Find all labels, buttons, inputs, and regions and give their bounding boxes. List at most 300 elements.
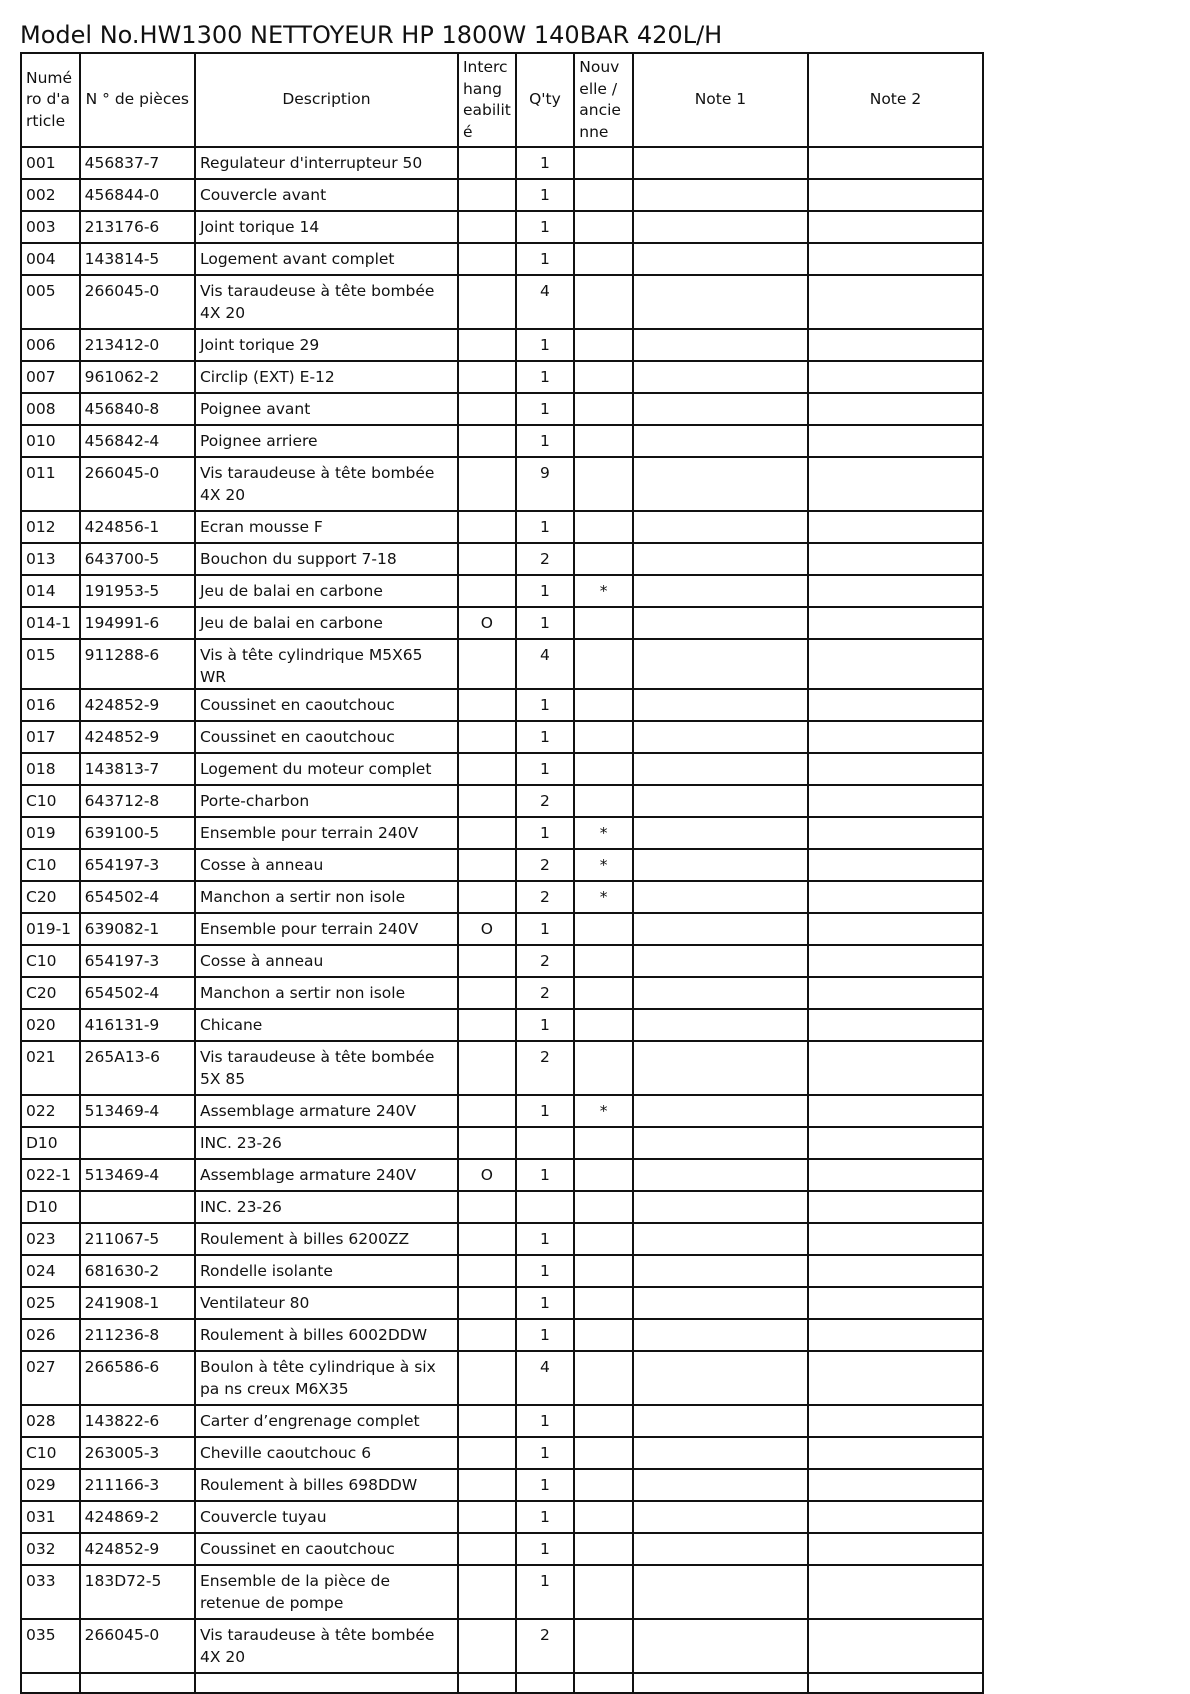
cell-part-no: 456844-0 <box>80 179 195 211</box>
cell-description: Coussinet en caoutchouc <box>195 1533 458 1565</box>
cell-qty: 2 <box>516 945 575 977</box>
cell-new-old <box>574 329 633 361</box>
cell-note-2 <box>808 1565 983 1619</box>
cell-new-old <box>574 1437 633 1469</box>
cell-description: Ensemble de la pièce de retenue de pompe <box>195 1565 458 1619</box>
table-row <box>21 1255 983 1287</box>
table-row <box>21 457 983 511</box>
cell-note-2 <box>808 1159 983 1191</box>
cell-new-old <box>574 1319 633 1351</box>
cell-item-no: 024 <box>21 1255 80 1287</box>
cell-item-no: 005 <box>21 275 80 329</box>
cell-item-no: 008 <box>21 393 80 425</box>
cell-qty: 1 <box>516 1095 575 1127</box>
cell-part-no: 263005-3 <box>80 1437 195 1469</box>
table-row <box>21 817 983 849</box>
cell-item-no: 022 <box>21 1095 80 1127</box>
cell-qty: 1 <box>516 1405 575 1437</box>
cell-part-no: 266586-6 <box>80 1351 195 1405</box>
table-row <box>21 1009 983 1041</box>
cell-new-old <box>574 511 633 543</box>
cell-note-1 <box>633 275 808 329</box>
cell-note-1 <box>633 211 808 243</box>
cell-qty: 2 <box>516 1041 575 1095</box>
cell-item-no: 007 <box>21 361 80 393</box>
cell-new-old <box>574 1533 633 1565</box>
table-row <box>21 179 983 211</box>
cell-qty: 1 <box>516 1533 575 1565</box>
cell-interchangeability <box>458 511 516 543</box>
cell-interchangeability <box>458 361 516 393</box>
cell-interchangeability <box>458 543 516 575</box>
cell-note-2 <box>808 393 983 425</box>
table-row <box>21 689 983 721</box>
cell-qty: 1 <box>516 425 575 457</box>
table-row <box>21 1127 983 1159</box>
cell-new-old <box>574 721 633 753</box>
cell-interchangeability <box>458 425 516 457</box>
cell-note-2 <box>808 1127 983 1159</box>
cell-qty: 4 <box>516 639 575 689</box>
cell-item-no: 032 <box>21 1533 80 1565</box>
cell-note-1 <box>633 1469 808 1501</box>
cell-interchangeability <box>458 1469 516 1501</box>
cell-note-1 <box>633 817 808 849</box>
table-row <box>21 275 983 329</box>
cell-item-no: 019-1 <box>21 913 80 945</box>
cell-part-no: 424852-9 <box>80 689 195 721</box>
table-row <box>21 1501 983 1533</box>
cell-note-2 <box>808 1437 983 1469</box>
cell-note-2 <box>808 1405 983 1437</box>
cell-note-2 <box>808 329 983 361</box>
cell-description: Manchon a sertir non isole <box>195 977 458 1009</box>
cell-empty <box>80 1673 195 1693</box>
cell-part-no: 213412-0 <box>80 329 195 361</box>
cell-empty <box>195 1673 458 1693</box>
cell-new-old <box>574 1565 633 1619</box>
cell-interchangeability: O <box>458 1159 516 1191</box>
cell-part-no: 424852-9 <box>80 721 195 753</box>
cell-note-1 <box>633 179 808 211</box>
cell-note-2 <box>808 211 983 243</box>
table-row <box>21 1533 983 1565</box>
cell-note-2 <box>808 1319 983 1351</box>
cell-note-2 <box>808 1501 983 1533</box>
cell-part-no: 266045-0 <box>80 457 195 511</box>
cell-item-no: 020 <box>21 1009 80 1041</box>
cell-interchangeability <box>458 1319 516 1351</box>
cell-description: Ensemble pour terrain 240V <box>195 817 458 849</box>
cell-qty: 9 <box>516 457 575 511</box>
table-row <box>21 329 983 361</box>
cell-note-2 <box>808 361 983 393</box>
cell-interchangeability <box>458 179 516 211</box>
cell-new-old <box>574 361 633 393</box>
cell-note-2 <box>808 977 983 1009</box>
table-row <box>21 977 983 1009</box>
table-row <box>21 1191 983 1223</box>
cell-qty: 2 <box>516 977 575 1009</box>
cell-item-no: 021 <box>21 1041 80 1095</box>
cell-qty: 1 <box>516 329 575 361</box>
cell-note-2 <box>808 753 983 785</box>
cell-description: Poignee avant <box>195 393 458 425</box>
cell-note-1 <box>633 361 808 393</box>
cell-item-no: C20 <box>21 977 80 1009</box>
cell-note-1 <box>633 1565 808 1619</box>
cell-interchangeability <box>458 1095 516 1127</box>
cell-new-old <box>574 1287 633 1319</box>
cell-description: Roulement à billes 698DDW <box>195 1469 458 1501</box>
table-row <box>21 945 983 977</box>
cell-interchangeability: O <box>458 913 516 945</box>
cell-item-no: C20 <box>21 881 80 913</box>
cell-qty: 1 <box>516 147 575 179</box>
cell-item-no: 015 <box>21 639 80 689</box>
cell-note-1 <box>633 575 808 607</box>
cell-description: Ecran mousse F <box>195 511 458 543</box>
cell-note-1 <box>633 1095 808 1127</box>
cell-interchangeability <box>458 393 516 425</box>
cell-qty: 2 <box>516 849 575 881</box>
cell-interchangeability <box>458 945 516 977</box>
document-title: Model No.HW1300 NETTOYEUR HP 1800W 140BAR 420L/H <box>20 21 723 49</box>
cell-note-1 <box>633 1501 808 1533</box>
cell-note-1 <box>633 913 808 945</box>
cell-qty: 1 <box>516 1565 575 1619</box>
cell-new-old <box>574 211 633 243</box>
cell-note-1 <box>633 977 808 1009</box>
cell-description: Poignee arriere <box>195 425 458 457</box>
cell-description: Joint torique 14 <box>195 211 458 243</box>
cell-interchangeability <box>458 1405 516 1437</box>
cell-qty: 1 <box>516 817 575 849</box>
cell-note-1 <box>633 881 808 913</box>
cell-item-no: 035 <box>21 1619 80 1673</box>
header-part-no: N ° de pièces <box>80 53 195 147</box>
table-row <box>21 211 983 243</box>
cell-note-1 <box>633 1351 808 1405</box>
header-item-no: Numé ro d'a rticle <box>21 53 80 147</box>
cell-item-no: C10 <box>21 785 80 817</box>
cell-note-2 <box>808 1041 983 1095</box>
cell-note-1 <box>633 753 808 785</box>
cell-qty: 1 <box>516 1319 575 1351</box>
cell-new-old <box>574 1469 633 1501</box>
table-row <box>21 1287 983 1319</box>
cell-description: Porte-charbon <box>195 785 458 817</box>
cell-part-no <box>80 1191 195 1223</box>
cell-interchangeability <box>458 575 516 607</box>
cell-note-2 <box>808 1287 983 1319</box>
cell-new-old <box>574 543 633 575</box>
cell-description: Cosse à anneau <box>195 849 458 881</box>
cell-interchangeability <box>458 1619 516 1673</box>
cell-part-no: 265A13-6 <box>80 1041 195 1095</box>
cell-qty: 1 <box>516 511 575 543</box>
cell-description: Coussinet en caoutchouc <box>195 721 458 753</box>
cell-qty: 1 <box>516 1255 575 1287</box>
cell-item-no: 023 <box>21 1223 80 1255</box>
cell-description: Cheville caoutchouc 6 <box>195 1437 458 1469</box>
cell-note-2 <box>808 1255 983 1287</box>
cell-item-no: C10 <box>21 1437 80 1469</box>
cell-interchangeability <box>458 1437 516 1469</box>
cell-note-1 <box>633 1223 808 1255</box>
cell-item-no: 012 <box>21 511 80 543</box>
cell-note-1 <box>633 543 808 575</box>
table-row <box>21 607 983 639</box>
cell-note-1 <box>633 147 808 179</box>
cell-new-old: * <box>574 575 633 607</box>
cell-note-1 <box>633 511 808 543</box>
cell-interchangeability: O <box>458 607 516 639</box>
cell-new-old <box>574 785 633 817</box>
cell-description: Bouchon du support 7-18 <box>195 543 458 575</box>
cell-interchangeability <box>458 721 516 753</box>
cell-empty <box>633 1673 808 1693</box>
cell-qty: 1 <box>516 1437 575 1469</box>
cell-part-no: 213176-6 <box>80 211 195 243</box>
cell-new-old <box>574 1191 633 1223</box>
cell-qty: 1 <box>516 1469 575 1501</box>
cell-note-1 <box>633 1437 808 1469</box>
cell-note-2 <box>808 881 983 913</box>
cell-part-no: 143814-5 <box>80 243 195 275</box>
cell-description: Jeu de balai en carbone <box>195 607 458 639</box>
cell-new-old <box>574 1255 633 1287</box>
header-description: Description <box>195 53 458 147</box>
cell-description: Coussinet en caoutchouc <box>195 689 458 721</box>
table-row <box>21 575 983 607</box>
cell-note-1 <box>633 1255 808 1287</box>
cell-interchangeability <box>458 689 516 721</box>
cell-description: Vis taraudeuse à tête bombée 4X 20 <box>195 457 458 511</box>
cell-interchangeability <box>458 243 516 275</box>
header-interchangeability: Interc hang eabilit é <box>458 53 516 147</box>
cell-note-2 <box>808 1533 983 1565</box>
cell-interchangeability <box>458 211 516 243</box>
cell-empty <box>574 1673 633 1693</box>
table-row <box>21 1223 983 1255</box>
cell-note-1 <box>633 1319 808 1351</box>
cell-item-no: C10 <box>21 849 80 881</box>
cell-interchangeability <box>458 849 516 881</box>
cell-new-old <box>574 243 633 275</box>
cell-note-1 <box>633 721 808 753</box>
cell-part-no: 456842-4 <box>80 425 195 457</box>
cell-description: INC. 23-26 <box>195 1191 458 1223</box>
cell-item-no: 022-1 <box>21 1159 80 1191</box>
cell-note-1 <box>633 785 808 817</box>
cell-part-no: 639100-5 <box>80 817 195 849</box>
cell-item-no: 004 <box>21 243 80 275</box>
cell-new-old <box>574 179 633 211</box>
cell-note-1 <box>633 849 808 881</box>
cell-description: Assemblage armature 240V <box>195 1159 458 1191</box>
cell-note-1 <box>633 1619 808 1673</box>
cell-new-old <box>574 1619 633 1673</box>
cell-item-no: 027 <box>21 1351 80 1405</box>
cell-new-old <box>574 275 633 329</box>
cell-new-old <box>574 425 633 457</box>
cell-new-old <box>574 1009 633 1041</box>
cell-interchangeability <box>458 881 516 913</box>
table-row <box>21 1351 983 1405</box>
cell-item-no: 003 <box>21 211 80 243</box>
cell-description: Roulement à billes 6200ZZ <box>195 1223 458 1255</box>
cell-description: Couvercle avant <box>195 179 458 211</box>
cell-empty <box>458 1673 516 1693</box>
cell-interchangeability <box>458 1041 516 1095</box>
cell-interchangeability <box>458 977 516 1009</box>
cell-item-no: 026 <box>21 1319 80 1351</box>
table-row <box>21 1319 983 1351</box>
cell-note-1 <box>633 1009 808 1041</box>
cell-item-no: 025 <box>21 1287 80 1319</box>
cell-new-old <box>574 913 633 945</box>
table-row <box>21 1041 983 1095</box>
cell-note-2 <box>808 913 983 945</box>
table-row <box>21 1437 983 1469</box>
cell-qty: 4 <box>516 1351 575 1405</box>
cell-part-no: 654502-4 <box>80 881 195 913</box>
cell-description: Boulon à tête cylindrique à six pa ns creux M6X35 <box>195 1351 458 1405</box>
table-row <box>21 361 983 393</box>
cell-item-no: 016 <box>21 689 80 721</box>
cell-note-1 <box>633 1287 808 1319</box>
cell-interchangeability <box>458 1127 516 1159</box>
cell-note-2 <box>808 243 983 275</box>
cell-note-2 <box>808 1223 983 1255</box>
cell-item-no: 002 <box>21 179 80 211</box>
cell-description: Vis à tête cylindrique M5X65 WR <box>195 639 458 689</box>
cell-qty <box>516 1191 575 1223</box>
cell-interchangeability <box>458 1351 516 1405</box>
cell-interchangeability <box>458 1287 516 1319</box>
cell-qty: 1 <box>516 721 575 753</box>
cell-qty: 1 <box>516 243 575 275</box>
table-row <box>21 425 983 457</box>
cell-part-no: 416131-9 <box>80 1009 195 1041</box>
table-header-row <box>21 53 983 147</box>
cell-note-1 <box>633 457 808 511</box>
cell-new-old <box>574 1351 633 1405</box>
cell-note-1 <box>633 243 808 275</box>
cell-part-no: 639082-1 <box>80 913 195 945</box>
cell-part-no <box>80 1127 195 1159</box>
cell-note-2 <box>808 607 983 639</box>
cell-part-no: 456837-7 <box>80 147 195 179</box>
cell-qty: 1 <box>516 1223 575 1255</box>
table-row <box>21 849 983 881</box>
cell-empty <box>516 1673 575 1693</box>
cell-interchangeability <box>458 753 516 785</box>
cell-interchangeability <box>458 639 516 689</box>
cell-qty: 2 <box>516 543 575 575</box>
cell-item-no: D10 <box>21 1127 80 1159</box>
cell-item-no: 033 <box>21 1565 80 1619</box>
cell-note-2 <box>808 785 983 817</box>
cell-note-2 <box>808 689 983 721</box>
header-new-old: Nouv elle / ancie nne <box>574 53 633 147</box>
cell-qty: 1 <box>516 1501 575 1533</box>
cell-note-1 <box>633 1405 808 1437</box>
table-row <box>21 543 983 575</box>
table-row <box>21 243 983 275</box>
parts-table-body <box>21 147 983 1693</box>
cell-part-no: 513469-4 <box>80 1095 195 1127</box>
cell-note-1 <box>633 1533 808 1565</box>
cell-item-no: 013 <box>21 543 80 575</box>
cell-empty <box>21 1673 80 1693</box>
cell-qty: 4 <box>516 275 575 329</box>
cell-interchangeability <box>458 1565 516 1619</box>
cell-part-no: 211166-3 <box>80 1469 195 1501</box>
cell-new-old <box>574 457 633 511</box>
cell-note-2 <box>808 425 983 457</box>
cell-item-no: 028 <box>21 1405 80 1437</box>
cell-part-no: 183D72-5 <box>80 1565 195 1619</box>
cell-note-2 <box>808 179 983 211</box>
cell-qty: 1 <box>516 211 575 243</box>
cell-item-no: C10 <box>21 945 80 977</box>
cell-qty: 2 <box>516 785 575 817</box>
cell-part-no: 143813-7 <box>80 753 195 785</box>
header-note-2: Note 2 <box>808 53 983 147</box>
cell-interchangeability <box>458 817 516 849</box>
cell-part-no: 456840-8 <box>80 393 195 425</box>
cell-note-2 <box>808 721 983 753</box>
cell-item-no: 006 <box>21 329 80 361</box>
cell-note-2 <box>808 945 983 977</box>
cell-item-no: D10 <box>21 1191 80 1223</box>
cell-note-1 <box>633 639 808 689</box>
table-row <box>21 1095 983 1127</box>
cell-note-2 <box>808 817 983 849</box>
cell-item-no: 031 <box>21 1501 80 1533</box>
cell-description: Logement avant complet <box>195 243 458 275</box>
cell-part-no: 266045-0 <box>80 1619 195 1673</box>
cell-new-old <box>574 1127 633 1159</box>
cell-note-1 <box>633 945 808 977</box>
table-row <box>21 1159 983 1191</box>
cell-description: Rondelle isolante <box>195 1255 458 1287</box>
cell-description: Regulateur d'interrupteur 50 <box>195 147 458 179</box>
cell-description: Joint torique 29 <box>195 329 458 361</box>
cell-note-1 <box>633 1041 808 1095</box>
cell-description: Ventilateur 80 <box>195 1287 458 1319</box>
cell-part-no: 424869-2 <box>80 1501 195 1533</box>
table-row <box>21 1619 983 1673</box>
cell-part-no: 681630-2 <box>80 1255 195 1287</box>
cell-qty: 2 <box>516 1619 575 1673</box>
cell-interchangeability <box>458 457 516 511</box>
cell-part-no: 654197-3 <box>80 945 195 977</box>
cell-new-old: * <box>574 881 633 913</box>
table-row <box>21 881 983 913</box>
cell-description: Logement du moteur complet <box>195 753 458 785</box>
cell-description: Roulement à billes 6002DDW <box>195 1319 458 1351</box>
cell-part-no: 654197-3 <box>80 849 195 881</box>
parts-table <box>20 52 984 1694</box>
cell-new-old <box>574 1405 633 1437</box>
cell-new-old <box>574 689 633 721</box>
cell-part-no: 424852-9 <box>80 1533 195 1565</box>
cell-new-old: * <box>574 1095 633 1127</box>
cell-new-old <box>574 1041 633 1095</box>
